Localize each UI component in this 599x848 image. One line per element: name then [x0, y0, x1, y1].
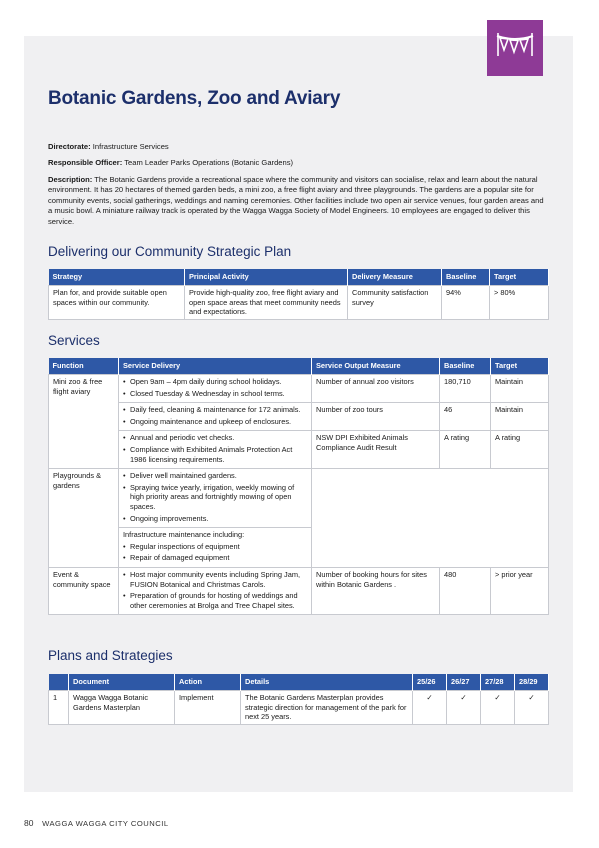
list-item: • Preparation of grounds for hosting of weddings and other ceremonies at Brolga and Tree Chapel sites. — [123, 591, 307, 610]
col-header: Document — [69, 674, 175, 691]
csp-table — [48, 269, 549, 320]
list-item: • Host major community events including Spring Jam, FUSION Botanical and Christmas Carols. — [123, 570, 307, 589]
services-heading: Services — [48, 333, 100, 348]
footer-org: WAGGA WAGGA CITY COUNCIL — [42, 819, 169, 828]
list-item: • Ongoing maintenance and upkeep of enclosures. — [123, 417, 307, 427]
list-item: • Daily feed, cleaning & maintenance for 172 animals. — [123, 405, 307, 415]
list-item: • Closed Tuesday & Wednesday in school terms. — [123, 389, 307, 399]
directorate: Directorate: Infrastructure Services — [48, 142, 169, 151]
table-row: • Annual and periodic vet checks. • Compliance with Exhibited Animals Protection Act 1986 licensing requirements. NSW DPI Exhibited Animals Compliance Audit Result A rating A rating — [49, 431, 549, 469]
col-header: Details — [241, 674, 413, 691]
check-icon: ✓ — [481, 691, 515, 725]
bunting-icon — [495, 30, 535, 64]
page-number: 80 — [24, 818, 34, 828]
col-header: Service Delivery — [119, 358, 312, 375]
table-row: Infrastructure maintenance including: • Regular inspections of equipment • Repair of damaged equipment — [49, 528, 549, 568]
description: Description: The Botanic Gardens provide a recreational space where the community and visitors can socialise, relax and learn about the natural environment. It has 20 hectares of themed garden beds, a mini zoo, a free flight aviary and three playgrounds. The gardens are a popular site for community events, social gatherings, weddings and naming ceremonies. Other facilities include two open air service venues, four garden areas and a music bowl. A miniature railway track is operated by the Wagga Wagga Society of Model Engineers. 10 employees are engaged to deliver this service. — [48, 175, 544, 226]
list-item: • Repair of damaged equipment — [123, 553, 307, 563]
list-item: • Annual and periodic vet checks. — [123, 433, 307, 443]
table-row: Plan for, and provide suitable open spaces within our community. Provide high-quality zoo, free flight aviary and open space areas that meet community needs and expectations. Community satisfaction survey 94% > 80% — [49, 286, 549, 320]
col-header — [49, 674, 69, 691]
table-row: 1 Wagga Wagga Botanic Gardens Masterplan Implement The Botanic Gardens Masterplan provides strategic direction for management of the park for next 25 years. ✓ ✓ ✓ ✓ — [49, 691, 549, 725]
list-item: • Compliance with Exhibited Animals Protection Act 1986 licensing requirements. — [123, 445, 307, 464]
col-header: Service Output Measure — [312, 358, 440, 375]
check-icon: ✓ — [447, 691, 481, 725]
list-item: • Deliver well maintained gardens. — [123, 471, 307, 481]
col-header: Action — [175, 674, 241, 691]
col-header: 28/29 — [515, 674, 549, 691]
list-item: • Ongoing improvements. — [123, 514, 307, 524]
col-header: Delivery Measure — [348, 269, 442, 286]
check-icon: ✓ — [515, 691, 549, 725]
check-icon: ✓ — [413, 691, 447, 725]
responsible-officer: Responsible Officer: Team Leader Parks Operations (Botanic Gardens) — [48, 158, 294, 167]
table-row: Mini zoo & free flight aviary • Open 9am – 4pm daily during school holidays. • Closed Tuesday & Wednesday in school terms. Number of annual zoo visitors 180,710 Maintain — [49, 375, 549, 403]
table-row: Playgrounds & gardens • Deliver well maintained gardens. • Spraying twice yearly, irrigation, weekly mowing of high priority areas and fortnightly mowing of open spaces. • Ongoing improvements. — [49, 469, 549, 528]
col-header: 27/28 — [481, 674, 515, 691]
page-title: Botanic Gardens, Zoo and Aviary — [48, 88, 341, 109]
services-table — [48, 358, 549, 615]
col-header: Strategy — [49, 269, 185, 286]
plans-table — [48, 674, 549, 725]
col-header: Baseline — [440, 358, 491, 375]
plans-heading: Plans and Strategies — [48, 648, 173, 663]
col-header: Target — [490, 269, 549, 286]
csp-heading: Delivering our Community Strategic Plan — [48, 244, 292, 259]
list-item: • Spraying twice yearly, irrigation, weekly mowing of high priority areas and fortnightly mowing of open spaces. — [123, 483, 307, 512]
table-row: • Daily feed, cleaning & maintenance for 172 animals. • Ongoing maintenance and upkeep of enclosures. Number of zoo tours 46 Maintain — [49, 403, 549, 431]
table-row: Event & community space • Host major community events including Spring Jam, FUSION Botanical and Christmas Carols. • Preparation of grounds for hosting of weddings and other ceremonies at Brolga and Tree Chapel sites. Number of booking hours for sites within Botanic Gardens . 480 > prior year — [49, 567, 549, 614]
col-header: Target — [491, 358, 549, 375]
col-header: 26/27 — [447, 674, 481, 691]
col-header: Function — [49, 358, 119, 375]
list-item: • Open 9am – 4pm daily during school holidays. — [123, 377, 307, 387]
list-item: • Regular inspections of equipment — [123, 542, 307, 552]
theme-tag — [487, 20, 543, 76]
col-header: Baseline — [442, 269, 490, 286]
col-header: 25/26 — [413, 674, 447, 691]
page-footer — [24, 818, 169, 828]
col-header: Principal Activity — [185, 269, 348, 286]
